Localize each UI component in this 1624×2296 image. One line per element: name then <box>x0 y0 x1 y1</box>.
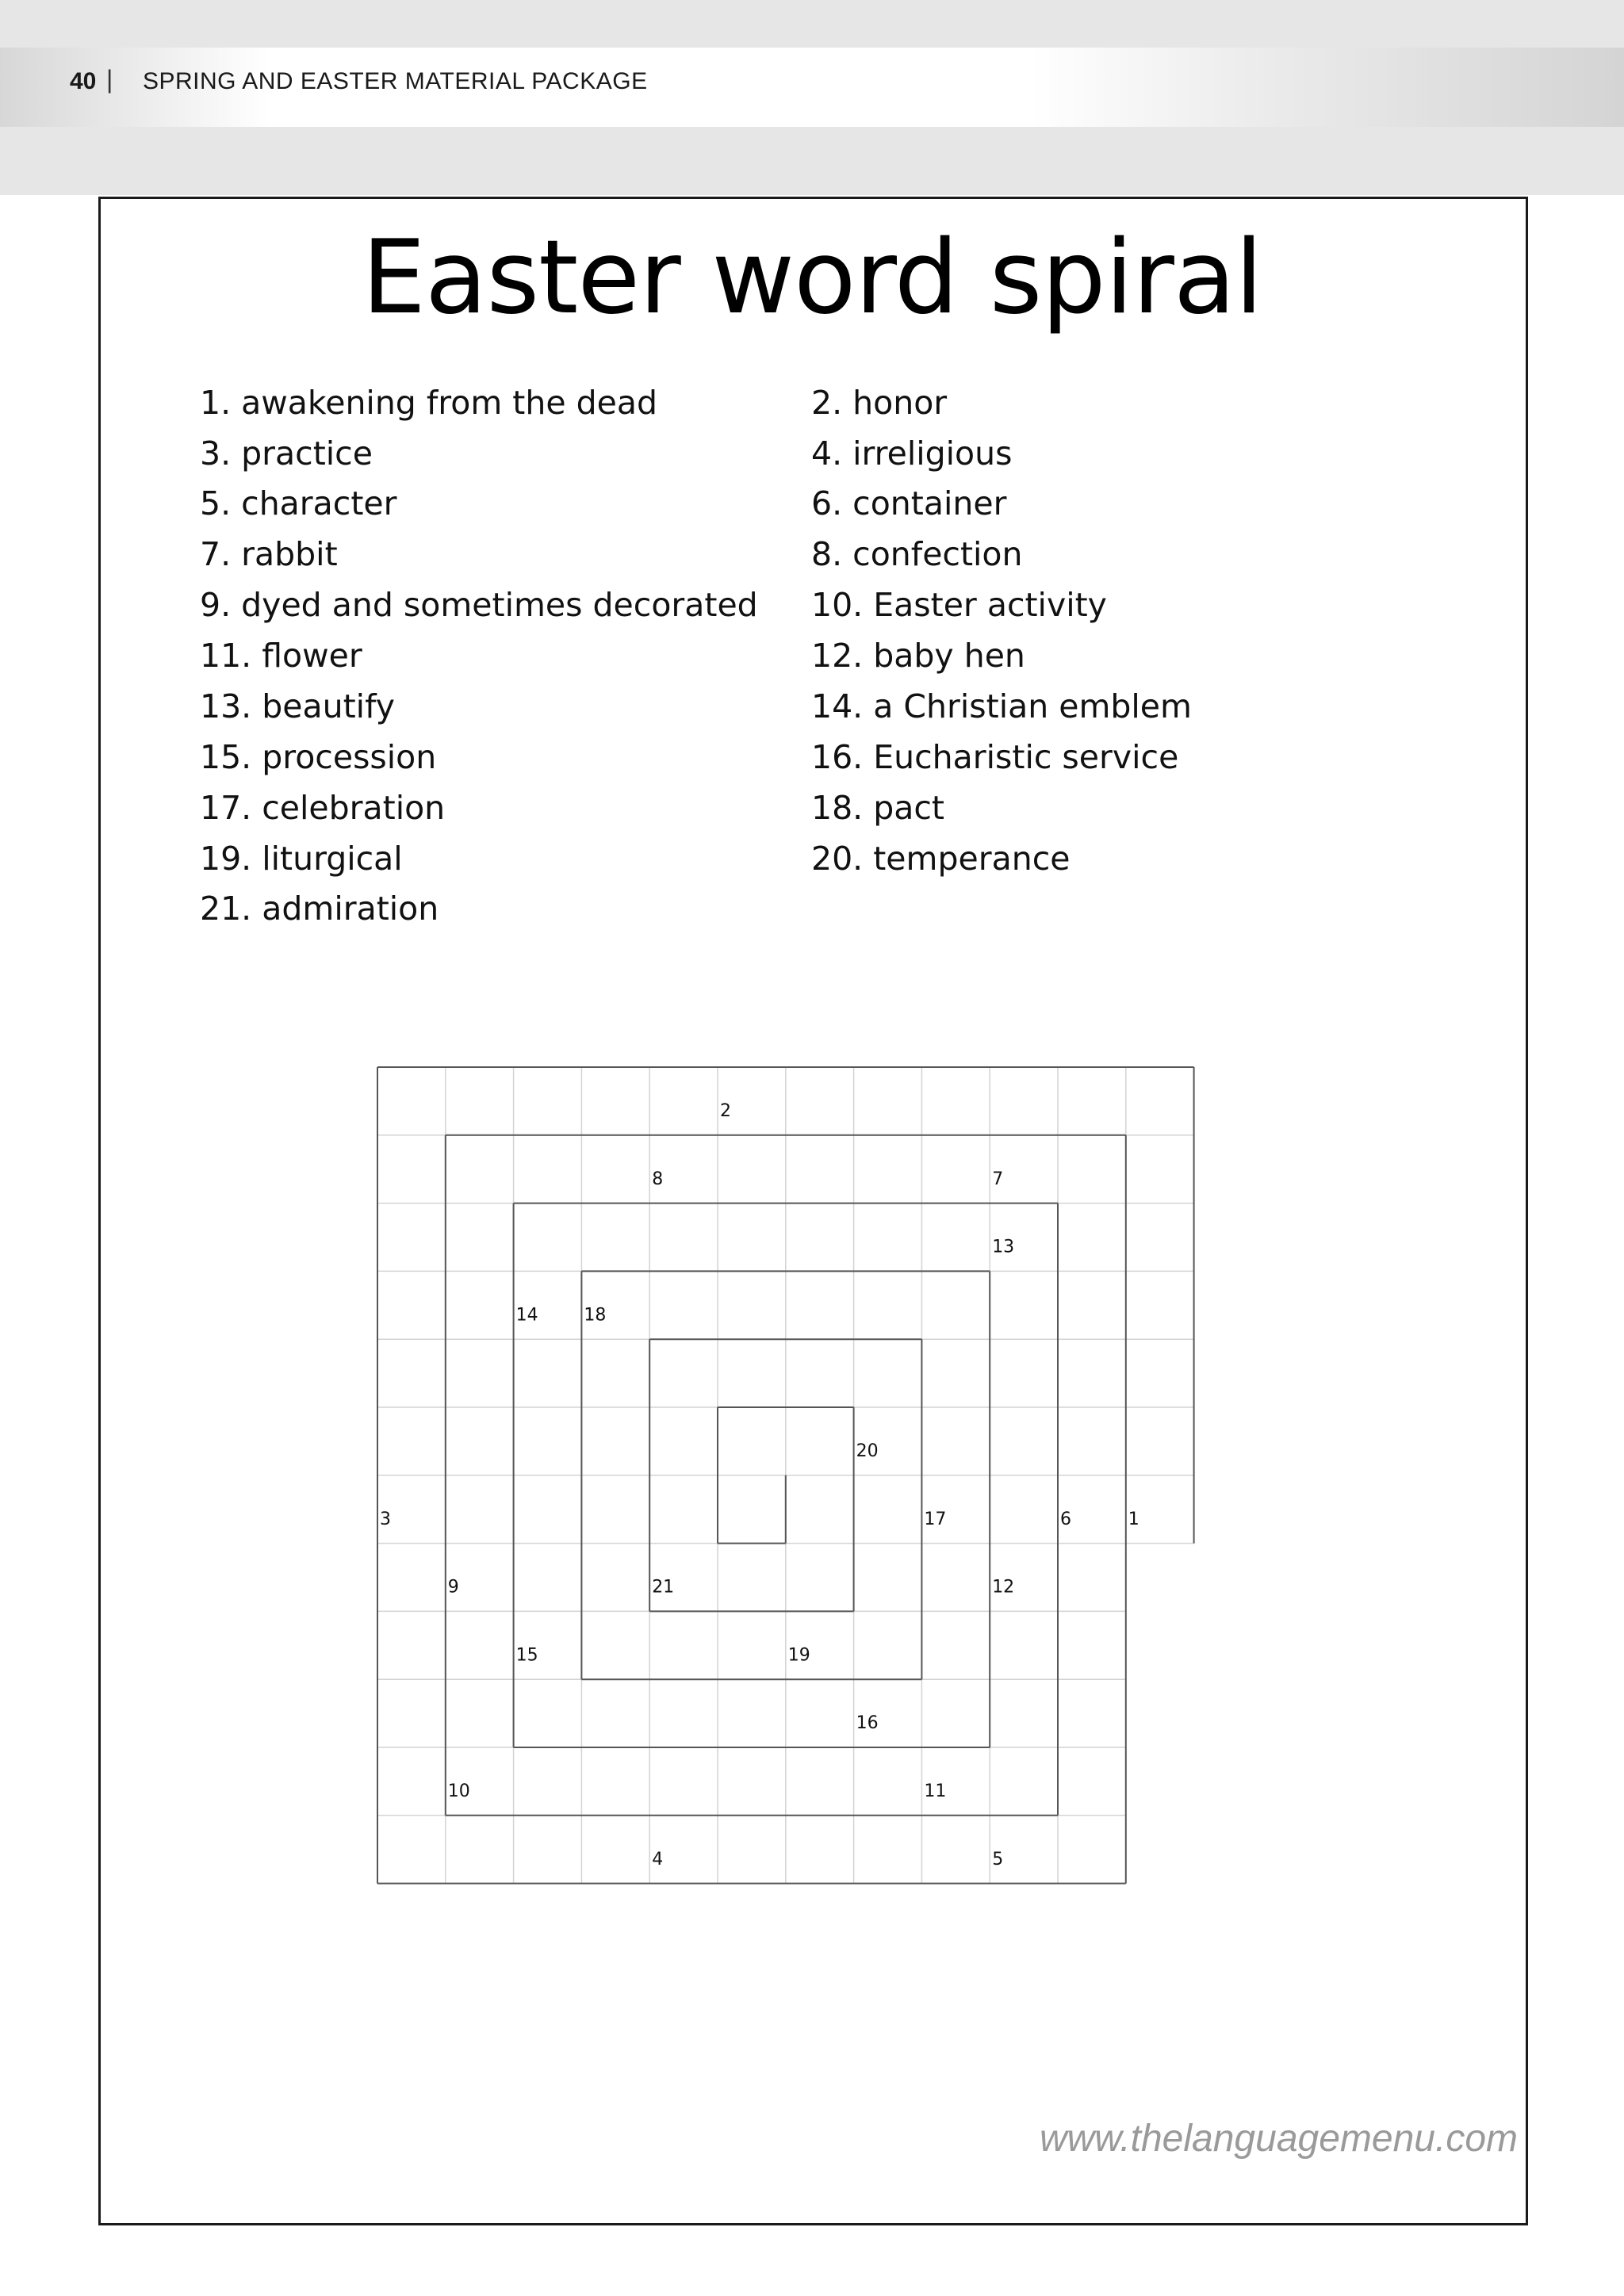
website-url: www.thelanguagemenu.com <box>1039 2118 1518 2160</box>
cell-number-21: 21 <box>652 1577 675 1598</box>
cell-number-17: 17 <box>924 1509 947 1529</box>
cell-number-1: 1 <box>1128 1509 1139 1529</box>
cell-number-2: 2 <box>720 1101 731 1121</box>
cell-number-5: 5 <box>992 1849 1004 1869</box>
cell-number-3: 3 <box>380 1509 391 1529</box>
clue-20: 20. temperance <box>811 840 1071 878</box>
clue-8: 8. confection <box>811 535 1023 573</box>
clue-4: 4. irreligious <box>811 434 1013 473</box>
worksheet-title: Easter word spiral <box>362 219 1262 337</box>
cell-number-19: 19 <box>787 1645 810 1666</box>
cell-number-6: 6 <box>1060 1509 1071 1529</box>
package-title: SPRING AND EASTER MATERIAL PACKAGE <box>143 68 648 94</box>
cell-number-11: 11 <box>924 1781 947 1801</box>
clue-18: 18. pact <box>811 789 945 827</box>
clue-5: 5. character <box>200 484 397 522</box>
cell-number-9: 9 <box>447 1577 459 1598</box>
clue-21: 21. admiration <box>200 890 439 928</box>
cell-number-14: 14 <box>515 1305 538 1326</box>
cell-number-20: 20 <box>856 1441 879 1461</box>
cell-number-8: 8 <box>652 1169 664 1189</box>
clue-16: 16. Eucharistic service <box>811 738 1179 776</box>
cell-number-12: 12 <box>992 1577 1015 1598</box>
clue-11: 11. flower <box>200 637 362 675</box>
clue-10: 10. Easter activity <box>811 586 1107 624</box>
clue-12: 12. baby hen <box>811 637 1025 675</box>
cell-number-7: 7 <box>992 1169 1004 1189</box>
cell-number-10: 10 <box>447 1781 470 1801</box>
clue-19: 19. liturgical <box>200 840 403 878</box>
clue-13: 13. beautify <box>200 687 396 725</box>
clue-7: 7. rabbit <box>200 535 338 573</box>
cell-number-16: 16 <box>856 1713 879 1734</box>
header-separator: | <box>106 65 113 94</box>
clue-2: 2. honor <box>811 384 948 422</box>
clue-14: 14. a Christian emblem <box>811 687 1192 725</box>
cell-number-4: 4 <box>652 1849 664 1869</box>
page-number: 40 <box>70 68 97 94</box>
cell-number-13: 13 <box>992 1237 1015 1257</box>
clue-17: 17. celebration <box>200 789 446 827</box>
cell-number-15: 15 <box>515 1645 538 1666</box>
clue-3: 3. practice <box>200 434 373 473</box>
clue-6: 6. container <box>811 484 1007 522</box>
clue-15: 15. procession <box>200 738 437 776</box>
clue-1: 1. awakening from the dead <box>200 384 658 422</box>
cell-number-18: 18 <box>584 1305 607 1326</box>
clue-9: 9. dyed and sometimes decorated <box>200 586 758 624</box>
